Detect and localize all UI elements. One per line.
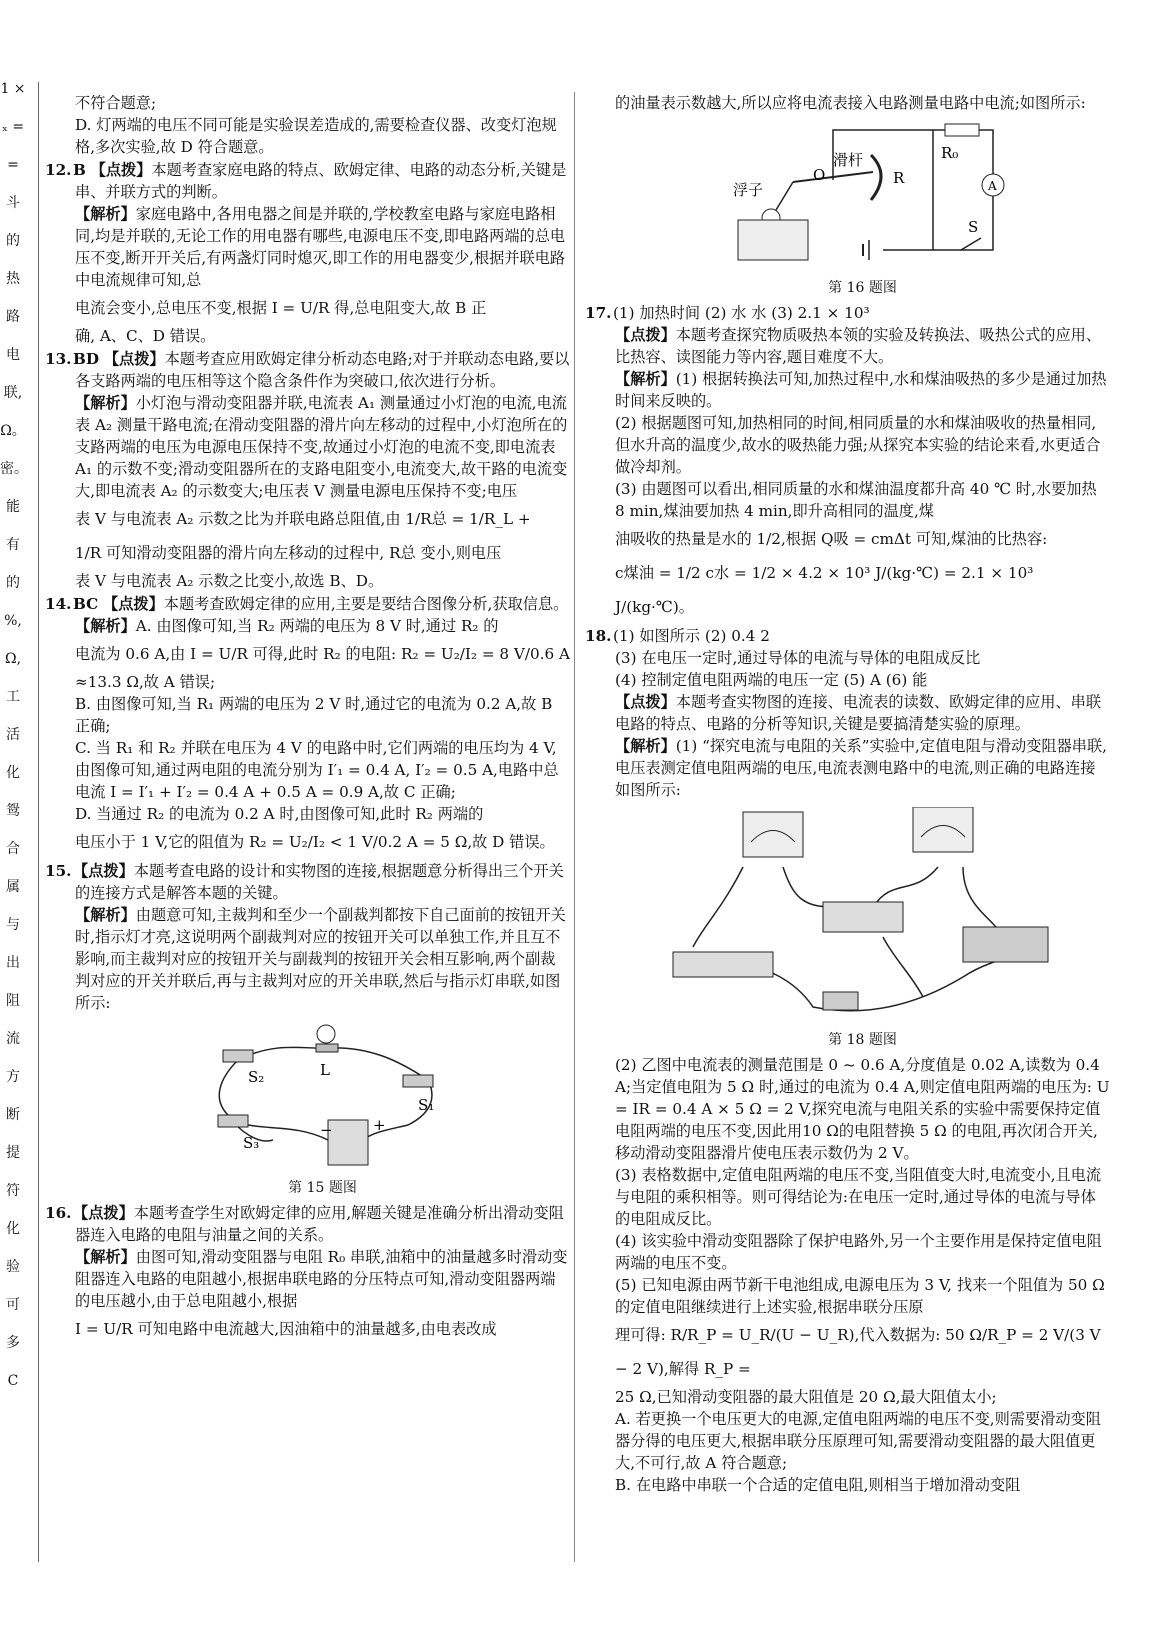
hint-text: 本题考查家庭电路的特点、欧姆定律、电路的动态分析,关键是串、并联方式的判断。 xyxy=(75,161,567,201)
label-s3: S₃ xyxy=(242,1134,259,1152)
formula-line: 电流为 0.6 A,由 I = U/R 可得,此时 R₂ 的电阻: R₂ = U₂/I₂ = 8 V/0.6 A xyxy=(75,645,570,663)
text-line: (4) 该实验中滑动变阻器除了保护电路外,另一个主要作用是保持定值电阻两端的电压不变。 xyxy=(615,1232,1102,1272)
edge-fragment: 的 xyxy=(6,575,20,591)
formula-line: 1/R 可知滑动变阻器的滑片向左移动的过程中, R总 变小,则电压 xyxy=(75,544,502,562)
question-16 xyxy=(45,1202,570,1346)
edge-fragment: ₓ = xyxy=(1,119,25,135)
resistor-r-icon xyxy=(871,155,881,200)
formula-line: 理可得: R/R_P = U_R/(U − U_R),代入数据为: 50 Ω/R_P = 2 V/(3 V − 2 V),解得 R_P = xyxy=(615,1326,1101,1378)
edge-fragment: 斗 xyxy=(6,195,20,211)
analysis-tag: 【解析】 xyxy=(75,1248,136,1266)
question-13 xyxy=(45,348,570,592)
edge-fragment: = xyxy=(7,157,19,173)
text-line: (4) 控制定值电阻两端的电压一定 (5) A (6) 能 xyxy=(615,671,928,689)
resistor-r0-icon xyxy=(945,124,979,136)
edge-fragment: 流 xyxy=(6,1031,20,1047)
text-line: (3) 表格数据中,定值电阻两端的电压不变,当阻值变大时,电流变小,且电流与电阻的乘积相等。则可得结论为:在电压一定时,通过导体的电流与导体的电阻成反比。 xyxy=(615,1166,1102,1228)
formula-line: 表 V 与电流表 A₂ 示数之比为并联电路总阻值,由 1/R总 = 1/R_L + xyxy=(75,510,531,528)
question-18 xyxy=(585,625,1110,1496)
answer: BD xyxy=(73,350,100,368)
answer: (1) 加热时间 (2) 水 水 (3) 2.1 × 10³ xyxy=(613,304,870,322)
label-o: O xyxy=(812,166,825,184)
question-16-continued xyxy=(585,92,1110,298)
label-r: R xyxy=(892,169,904,187)
hint-text: 本题考查探究物质吸热本领的实验及转换法、吸热公式的应用、比热容、读图能力等内容,题目难度不大。 xyxy=(615,326,1101,366)
edge-fragment: 属 xyxy=(6,879,20,895)
analysis-text: A. 由图像可知,当 R₂ 两端的电压为 8 V 时,通过 R₂ 的 xyxy=(135,617,499,635)
edge-fragment: 可 xyxy=(6,1297,20,1313)
text-line: 不符合题意; xyxy=(75,94,157,112)
edge-fragment: 活 xyxy=(6,727,20,743)
figure-caption: 第 16 题图 xyxy=(828,280,897,296)
label-s2: S₂ xyxy=(247,1068,264,1086)
text-line: A. 若更换一个电压更大的电源,定值电阻两端的电压不变,则需要滑动变阻器分得的电压更大,根据串联分压原理可知,需要滑动变阻器的最大阻值更大,不可行,故 A 符合题意; xyxy=(615,1410,1101,1472)
analysis-tag: 【解析】 xyxy=(75,394,136,412)
text-line: (2) 根据题图可知,加热相同的时间,相同质量的水和煤油吸收的热量相同,但水升高的温度少,故水的吸热能力强;从探究本实验的结论来看,水更适合做冷却剂。 xyxy=(615,414,1101,476)
hint-tag: 【点拨】 xyxy=(103,595,164,613)
question-number: 18. xyxy=(585,627,612,645)
figure-caption: 第 18 题图 xyxy=(828,1032,897,1048)
text-line: D. 当通过 R₂ 的电流为 0.2 A 时,由图像可知,此时 R₂ 两端的 xyxy=(75,805,484,823)
edge-fragment: 密。 xyxy=(0,461,28,477)
formula-line: I = U/R 可知电路中电流越大,因油箱中的油量越多,由电表改成 xyxy=(75,1320,497,1338)
text-line: 25 Ω,已知滑动变阻器的最大阻值是 20 Ω,最大阻值太小; xyxy=(615,1388,997,1406)
text-line: C. 当 R₁ 和 R₂ 并联在电压为 4 V 的电路中时,它们两端的电压均为 4 V,由图像可知,通过两电阻的电流分别为 I′₁ = 0.4 A, I′₂ = 0.5 A,电路中总电流 I = I′₁ + I′₂ = 0.4 A + 0.5 A = 0.9 A,故 C 正确; xyxy=(75,739,559,801)
switch-icon xyxy=(961,238,981,250)
edge-fragment: 方 xyxy=(6,1069,20,1085)
switch-icon xyxy=(218,1115,248,1127)
text-line: D. 灯两端的电压不同可能是实验误差造成的,需要检查仪器、改变灯泡规格,多次实验,故 D 符合题意。 xyxy=(75,116,557,156)
text-line: (3) 在电压一定时,通过导体的电流与导体的电阻成反比 xyxy=(615,649,981,667)
edge-fragment: %, xyxy=(4,613,22,629)
switch-icon xyxy=(823,992,858,1010)
edge-fragment: 热 xyxy=(6,271,20,287)
label-minus: − xyxy=(319,1121,333,1139)
edge-fragment: C xyxy=(7,1373,19,1389)
hint-text: 本题考查实物图的连接、电流表的读数、欧姆定律的应用、串联电路的特点、电路的分析等知识,关键是要搞清楚实验的原理。 xyxy=(615,693,1101,733)
text-line: ≈13.3 Ω,故 A 错误; xyxy=(75,673,216,691)
edge-fragment: 符 xyxy=(6,1183,20,1199)
text-line: 确, A、C、D 错误。 xyxy=(75,327,216,345)
analysis-tag: 【解析】 xyxy=(615,737,676,755)
analysis-tag: 【解析】 xyxy=(75,906,136,924)
label-l: L xyxy=(319,1061,330,1079)
edge-fragment: 化 xyxy=(6,1221,20,1237)
edge-fragment: 出 xyxy=(6,955,20,971)
analysis-text: 由图可知,滑动变阻器与电阻 R₀ 串联,油箱中的油量越多时滑动变阻器连入电路的电阻越小,根据串联电路的分压特点可知,滑动变阻器两端的电压越小,由于总电阻越小,根据 xyxy=(75,1248,568,1310)
analysis-text: 家庭电路中,各用电器之间是并联的,学校教室电路与家庭电路相同,均是并联的,无论工作的用电器有哪些,电源电压不变,即电路两端的总电压不变,断开开关后,有两盏灯同时熄灭,即工作的用电器变少,根据并联电路中电流规律可知,总 xyxy=(75,205,566,289)
label-slider: 滑杆 xyxy=(832,151,863,169)
edge-fragment: 阻 xyxy=(6,993,20,1009)
gutter-line xyxy=(38,82,39,1562)
circuit-15-diagram xyxy=(198,1020,448,1170)
hint-text: 本题考查欧姆定律的应用,主要是要结合图像分析,获取信息。 xyxy=(163,595,569,613)
label-plus: + xyxy=(372,1116,386,1134)
edge-fragment: Ω, xyxy=(4,651,22,667)
analysis-text: 小灯泡与滑动变阻器并联,电流表 A₁ 测量通过小灯泡的电流,电流表 A₂ 测量干路电流;在滑动变阻器的滑片向左移动的过程中,小灯泡所在的支路两端的电压为电源电压保持不变,故通过小灯泡的电流不变,即电流表 A₁ 的示数不变;滑动变阻器所在的支路电阻变小,电流变大,故干路的电流变大,即电流表 A₂ 的示数变大;电压表 V 测量电源电压保持不变;电压 xyxy=(75,394,568,500)
label-float: 浮子 xyxy=(732,181,763,199)
edge-fragment: 能 xyxy=(6,499,20,515)
edge-fragment: 工 xyxy=(6,689,20,705)
hint-tag: 【点拨】 xyxy=(103,350,165,368)
question-number: 17. xyxy=(585,304,612,322)
right-column xyxy=(585,92,1110,1497)
oil-tank xyxy=(738,220,808,260)
edge-fragment: 提 xyxy=(6,1145,20,1161)
question-14 xyxy=(45,593,570,859)
switch-icon xyxy=(223,1050,253,1062)
figure-18-circuit xyxy=(615,807,1110,1028)
question-number: 15. xyxy=(45,862,72,880)
edge-fragment: 多 xyxy=(6,1335,20,1351)
answer: BC xyxy=(73,595,99,613)
hint-text: 本题考查电路的设计和实物图的连接,根据题意分析得出三个开关的连接方式是解答本题的关键。 xyxy=(75,862,564,902)
text-line: B. 由图像可知,当 R₁ 两端的电压为 2 V 时,通过它的电流为 0.2 A,故 B 正确; xyxy=(75,695,553,735)
question-17 xyxy=(585,302,1110,624)
hint-text: 本题考查学生对欧姆定律的应用,解题关键是准确分析出滑动变阻器连入电路的电阻与油量之间的关系。 xyxy=(75,1204,564,1244)
ammeter-icon xyxy=(743,812,803,857)
hint-tag: 【点拨】 xyxy=(615,693,676,711)
label-r0: R₀ xyxy=(940,144,958,162)
rheostat-icon xyxy=(963,927,1048,962)
edge-fragment: 鸳 xyxy=(6,803,20,819)
label-a: A xyxy=(987,179,997,193)
edge-fragment: 与 xyxy=(6,917,20,933)
formula-line: 油吸收的热量是水的 1/2,根据 Q吸 = cmΔt 可知,煤油的比热容: xyxy=(615,530,1048,548)
question-number: 13. xyxy=(45,350,72,368)
figure-caption: 第 15 题图 xyxy=(288,1180,357,1196)
formula-line: c煤油 = 1/2 c水 = 1/2 × 4.2 × 10³ J/(kg·℃) = 2.1 × 10³ J/(kg·℃)。 xyxy=(615,564,1034,616)
figure-16-fuel-gauge xyxy=(615,120,1110,276)
edge-fragment: 的 xyxy=(6,233,20,249)
label-s: S xyxy=(967,218,978,236)
text-line: (3) 由题图可以看出,相同质量的水和煤油温度都升高 40 ℃ 时,水要加热 8 min,煤油要加热 4 min,即升高相同的温度,煤 xyxy=(615,480,1097,520)
edge-fragment: 有 xyxy=(6,537,20,553)
edge-fragment: 验 xyxy=(6,1259,20,1275)
analysis-text: 由题意可知,主裁判和至少一个副裁判都按下自己面前的按钮开关时,指示灯才亮,这说明两个副裁判对应的按钮开关可以单独工作,并且互不影响,而主裁判对应的按钮开关与副裁判的按钮开关会相互影响,两个副裁判对应的开关并联后,再与主裁判对应的开关串联,然后与指示灯串联,如图所示: xyxy=(75,906,566,1012)
hint-tag: 【点拨】 xyxy=(615,326,676,344)
answer: B xyxy=(73,161,86,179)
question-12 xyxy=(45,159,570,347)
text-line: B. 在电路中串联一个合适的定值电阻,则相当于增加滑动变阻 xyxy=(615,1476,1021,1494)
edge-fragment: Ω。 xyxy=(0,423,26,439)
answer: (1) 如图所示 (2) 0.4 2 xyxy=(613,627,770,645)
edge-fragment: 断 xyxy=(6,1107,20,1123)
figure-15-circuit xyxy=(75,1020,570,1176)
circuit-18-diagram xyxy=(663,807,1063,1022)
text-line: 的油量表示数越大,所以应将电流表接入电路测量电路中电流;如图所示: xyxy=(615,94,1086,112)
voltmeter-icon xyxy=(913,807,973,852)
hint-tag: 【点拨】 xyxy=(73,1204,134,1222)
edge-fragment: 联, xyxy=(3,385,23,401)
left-column xyxy=(45,92,570,1347)
analysis-text: (1) “探究电流与电阻的关系”实验中,定值电阻与滑动变阻器串联,电压表测定值电阻两端的电压,电流表测电路中的电流,则正确的电路连接如图所示: xyxy=(615,737,1107,799)
text-line: (5) 已知电源由两节新干电池组成,电源电压为 3 V, 找来一个阻值为 50 Ω 的定值电阻继续进行上述实验,根据串联分压原 xyxy=(615,1276,1105,1316)
question-number: 14. xyxy=(45,595,72,613)
analysis-text: (1) 根据转换法可知,加热过程中,水和煤油吸热的多少是通过加热时间来反映的。 xyxy=(615,370,1107,410)
bulb-icon xyxy=(317,1025,335,1043)
text-line: (2) 乙图中电流表的测量范围是 0 ~ 0.6 A,分度值是 0.02 A,读数为 0.4 A;当定值电阻为 5 Ω 时,通过的电流为 0.4 A,则定值电阻两端的电压为: U = IR = 0.4 A × 5 Ω = 2 V,探究电流与电阻关系的实验中需要保持定值电阻两端的电压不变,因此用10 Ω的电阻替换 5 Ω 的电阻,再次闭合开关,移动滑动变阻器滑片使电压表示数仍为 2 V。 xyxy=(615,1056,1110,1162)
resistor-icon xyxy=(823,902,903,932)
analysis-tag: 【解析】 xyxy=(615,370,676,388)
hint-tag: 【点拨】 xyxy=(73,862,134,880)
label-s1: S₁ xyxy=(417,1096,434,1114)
analysis-tag: 【解析】 xyxy=(75,617,136,635)
edge-fragment: 1 × xyxy=(0,81,26,97)
formula-line: 电流会变小,总电压不变,根据 I = U/R 得,总电阻变大,故 B 正 xyxy=(75,299,487,317)
edge-fragment: 化 xyxy=(6,765,20,781)
edge-fragment: 路 xyxy=(6,309,20,325)
edge-fragment: 合 xyxy=(6,841,20,857)
q11-tail xyxy=(45,92,570,158)
edge-fragment: 电 xyxy=(6,347,20,363)
fuel-gauge-diagram xyxy=(713,120,1013,270)
analysis-tag: 【解析】 xyxy=(75,205,136,223)
column-divider xyxy=(574,92,575,1562)
text-line: 表 V 与电流表 A₂ 示数之比变小,故选 B、D。 xyxy=(75,572,384,590)
question-number: 12. xyxy=(45,161,72,179)
battery-box-icon xyxy=(673,952,773,977)
question-15 xyxy=(45,860,570,1198)
formula-line: 电压小于 1 V,它的阻值为 R₂ = U₂/I₂ < 1 V/0.2 A = 5 Ω,故 D 错误。 xyxy=(75,833,555,851)
battery-icon xyxy=(328,1120,368,1165)
hint-tag: 【点拨】 xyxy=(90,161,152,179)
left-edge-cropped-text xyxy=(0,82,26,1412)
question-number: 16. xyxy=(45,1204,72,1222)
switch-icon xyxy=(403,1075,433,1087)
hint-text: 本题考查应用欧姆定律分析动态电路;对于并联动态电路,要以各支路两端的电压相等这个隐含条件作为突破口,依次进行分析。 xyxy=(75,350,570,390)
